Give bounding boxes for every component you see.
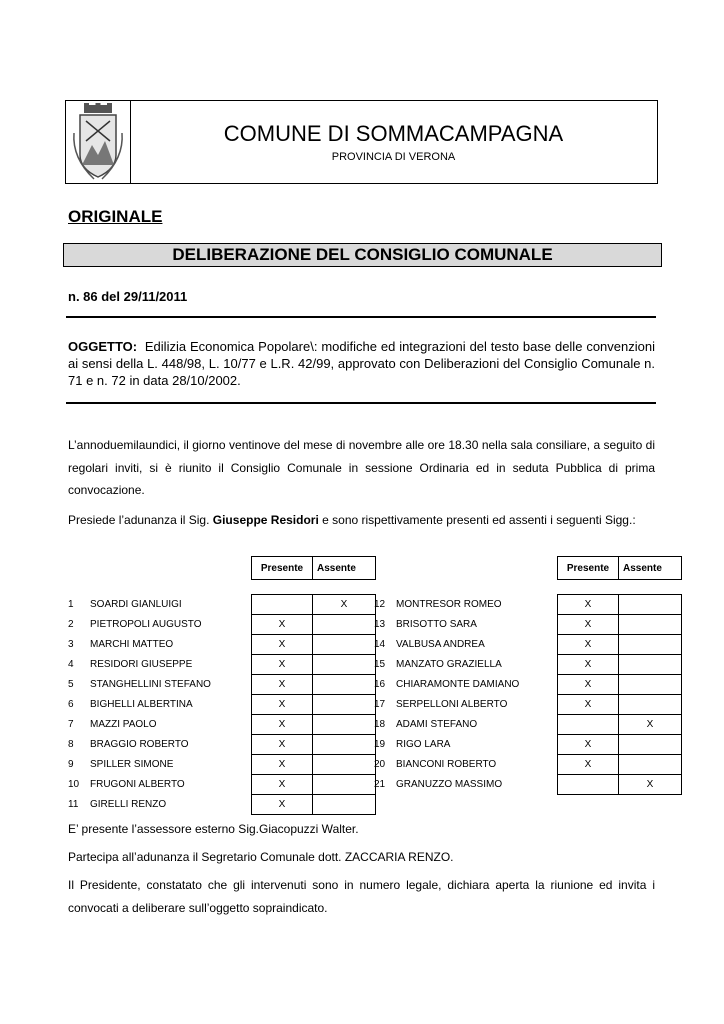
present-mark: X <box>252 795 313 815</box>
absent-mark: X <box>619 775 682 795</box>
member-name: BIGHELLI ALBERTINA <box>90 699 193 710</box>
absent-mark <box>619 755 682 775</box>
president-note: Il Presidente, constatato che gli intervenuti sono in numero legale, dichiara aperta la riunione ed invita i convocati a deliberare sull’oggetto sopraindicato. <box>68 878 655 915</box>
member-number: 8 <box>68 739 74 750</box>
absent-mark <box>619 615 682 635</box>
member-name: BIANCONI ROBERTO <box>396 759 497 770</box>
member-number: 21 <box>374 779 386 790</box>
document-label: ORIGINALE <box>68 207 163 226</box>
attendance-table-left <box>68 556 376 815</box>
absent-mark: X <box>313 595 376 615</box>
member-number: 9 <box>68 759 74 770</box>
present-mark: X <box>558 735 619 755</box>
member-number: 2 <box>68 619 74 630</box>
present-mark: X <box>252 715 313 735</box>
member-name: CHIARAMONTE DAMIANO <box>396 679 520 690</box>
intro-paragraph: L’annoduemilaundici, il giorno ventinove del mese di novembre alle ore 18.30 nella sala consiliare, a seguito di regolari inviti, si è riunito il Consiglio Comunale in sessione Ordinaria ed in seduta Pubblica di prima convocazione. <box>68 438 655 497</box>
attendance-row <box>68 735 376 755</box>
present-column-header: Presente <box>252 557 313 580</box>
absent-mark <box>619 655 682 675</box>
member-name: FRUGONI ALBERTO <box>90 779 185 790</box>
present-mark: X <box>252 675 313 695</box>
attendance-row <box>374 595 682 615</box>
crest-cell <box>66 101 131 183</box>
member-name: MAZZI PAOLO <box>90 719 157 730</box>
attendance-row <box>68 615 376 635</box>
member-number: 18 <box>374 719 386 730</box>
member-number: 12 <box>374 599 386 610</box>
attendance-row <box>68 695 376 715</box>
member-name: MONTRESOR ROMEO <box>396 599 502 610</box>
absent-mark <box>313 675 376 695</box>
municipality-title: COMUNE DI SOMMACAMPAGNA <box>223 121 564 146</box>
subject-text: Edilizia Economica Popolare\: modifiche ed integrazioni del testo base delle convenzioni ai sensi della L. 448/98, L. 10/77 e L.R. 42/99, approvato con Deliberazioni del Consiglio Comunale n. 71 e n. 72 in data 28/10/2002. <box>68 339 655 388</box>
member-number: 15 <box>374 659 386 670</box>
chair-paragraph <box>68 509 655 532</box>
member-number: 19 <box>374 739 386 750</box>
present-column-header: Presente <box>558 557 619 580</box>
absent-mark <box>619 695 682 715</box>
member-name: ADAMI STEFANO <box>396 719 478 730</box>
province-subtitle: PROVINCIA DI VERONA <box>331 151 456 163</box>
member-number: 17 <box>374 699 386 710</box>
present-mark: X <box>252 695 313 715</box>
member-number: 14 <box>374 639 386 650</box>
absent-mark <box>313 635 376 655</box>
attendance-row <box>68 595 376 615</box>
absent-mark <box>619 735 682 755</box>
absent-mark: X <box>619 715 682 735</box>
absent-mark <box>313 735 376 755</box>
attendance-row <box>374 715 682 735</box>
secretary-note: Partecipa all’adunanza il Segretario Comunale dott. ZACCARIA RENZO. <box>68 850 454 864</box>
absent-mark <box>619 635 682 655</box>
chair-text-before: Presiede l’adunanza il Sig. <box>68 513 213 527</box>
divider <box>66 316 656 318</box>
letterhead <box>65 100 658 184</box>
present-mark: X <box>252 655 313 675</box>
present-mark: X <box>252 755 313 775</box>
present-mark: X <box>558 635 619 655</box>
present-mark: X <box>558 675 619 695</box>
attendance-row <box>374 695 682 715</box>
member-name: RIGO LARA <box>396 739 451 750</box>
member-name: GRANUZZO MASSIMO <box>396 779 503 790</box>
present-mark: X <box>558 655 619 675</box>
present-mark: X <box>558 595 619 615</box>
attendance-row <box>68 655 376 675</box>
absent-mark <box>313 655 376 675</box>
present-mark: X <box>558 755 619 775</box>
member-number: 6 <box>68 699 74 710</box>
chair-text-after: e sono rispettivamente presenti ed assenti i seguenti Sigg.: <box>318 513 636 527</box>
member-name: SERPELLONI ALBERTO <box>396 699 508 710</box>
absent-mark <box>619 675 682 695</box>
divider <box>66 402 656 404</box>
coat-of-arms-icon <box>68 103 128 183</box>
present-mark: X <box>252 735 313 755</box>
member-number: 16 <box>374 679 386 690</box>
assessor-note: E’ presente l’assessore esterno Sig.Giacopuzzi Walter. <box>68 822 359 836</box>
member-number: 10 <box>68 779 80 790</box>
attendance-table-right <box>374 556 682 795</box>
present-mark <box>558 715 619 735</box>
member-name: BRISOTTO SARA <box>396 619 477 630</box>
attendance-row <box>374 735 682 755</box>
attendance-row <box>374 655 682 675</box>
member-number: 11 <box>68 799 79 810</box>
member-number: 4 <box>68 659 74 670</box>
member-name: BRAGGIO ROBERTO <box>90 739 189 750</box>
attendance-row <box>68 635 376 655</box>
member-number: 13 <box>374 619 386 630</box>
present-mark: X <box>252 635 313 655</box>
attendance-row <box>68 675 376 695</box>
absent-mark <box>313 615 376 635</box>
absent-mark <box>313 695 376 715</box>
attendance-row <box>374 775 682 795</box>
attendance-row <box>374 635 682 655</box>
member-number: 1 <box>68 599 74 610</box>
attendance-row <box>374 615 682 635</box>
present-mark: X <box>558 695 619 715</box>
member-name: PIETROPOLI AUGUSTO <box>90 619 202 630</box>
member-name: SPILLER SIMONE <box>90 759 174 770</box>
member-name: VALBUSA ANDREA <box>396 639 485 650</box>
member-name: MARCHI MATTEO <box>90 639 174 650</box>
attendance-row <box>68 755 376 775</box>
attendance-header-row <box>68 557 376 580</box>
member-name: RESIDORI GIUSEPPE <box>90 659 193 670</box>
present-mark: X <box>558 615 619 635</box>
present-mark <box>252 595 313 615</box>
member-name: GIRELLI RENZO <box>90 799 167 810</box>
attendance-row <box>374 755 682 775</box>
attendance-row <box>68 795 376 815</box>
subject-block <box>68 338 655 389</box>
present-mark: X <box>252 615 313 635</box>
absent-column-header: Assente <box>619 557 682 580</box>
absent-mark <box>619 595 682 615</box>
attendance-row <box>374 675 682 695</box>
member-number: 5 <box>68 679 74 690</box>
member-name: STANGHELLINI STEFANO <box>90 679 211 690</box>
absent-column-header: Assente <box>313 557 376 580</box>
member-name: MANZATO GRAZIELLA <box>396 659 502 670</box>
chair-name: Giuseppe Residori <box>212 513 319 527</box>
deliberation-number: n. 86 del 29/11/2011 <box>68 289 188 304</box>
attendance-row <box>68 775 376 795</box>
attendance-header-row <box>374 557 682 580</box>
absent-mark <box>313 775 376 795</box>
present-mark: X <box>252 775 313 795</box>
subject-label: OGGETTO: <box>68 339 138 354</box>
document-type-banner: DELIBERAZIONE DEL CONSIGLIO COMUNALE <box>63 243 662 267</box>
present-mark <box>558 775 619 795</box>
absent-mark <box>313 755 376 775</box>
member-name: SOARDI GIANLUIGI <box>90 599 182 610</box>
absent-mark <box>313 715 376 735</box>
member-number: 20 <box>374 759 386 770</box>
absent-mark <box>313 795 376 815</box>
member-number: 7 <box>68 719 74 730</box>
member-number: 3 <box>68 639 74 650</box>
attendance-row <box>68 715 376 735</box>
